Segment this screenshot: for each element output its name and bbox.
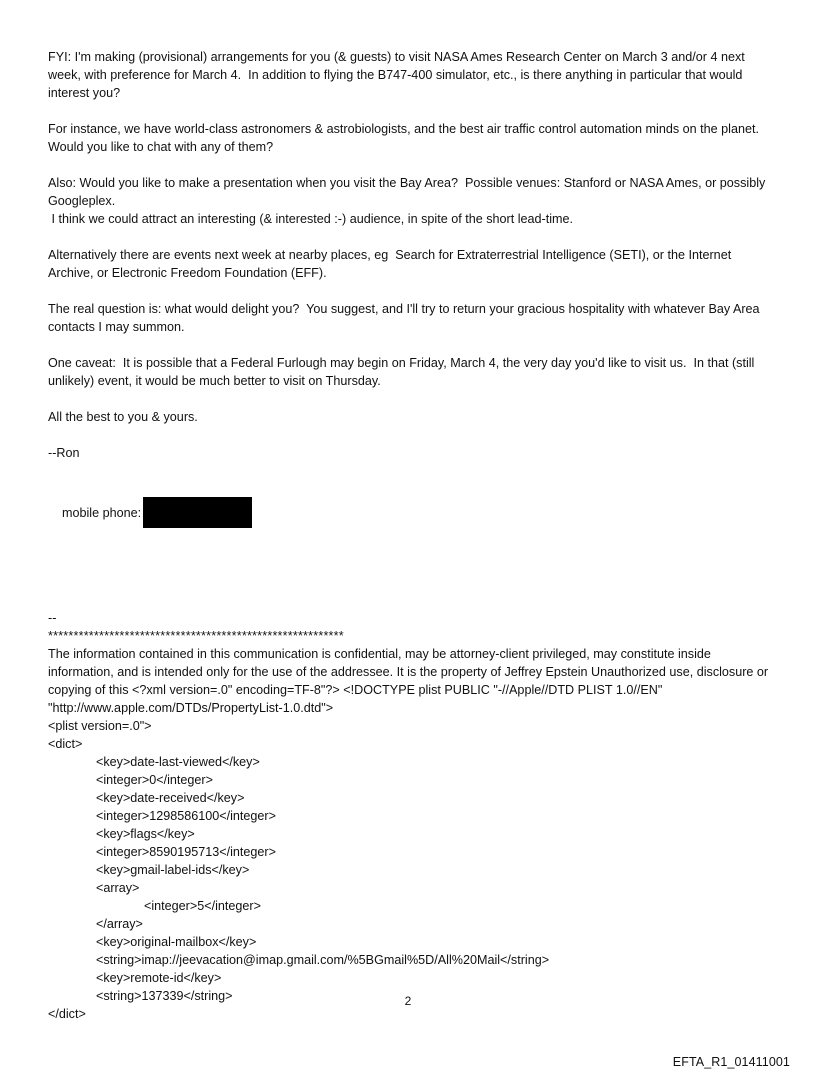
email-paragraph: Also: Would you like to make a presentation when you visit the Bay Area? Possible venues: Stanford or NASA Ames, or possibly Googleplex. I think we could attract an interesting (& interested :-) audience, in spite of the short lead-time. — [48, 176, 766, 226]
plist-line: <string>137339</string> — [96, 989, 233, 1003]
plist-line: <key>remote-id</key> — [96, 971, 222, 985]
plist-lines — [48, 753, 776, 1005]
plist-line: <integer>8590195713</integer> — [96, 845, 276, 859]
mobile-phone-label: mobile phone: — [62, 505, 142, 520]
document-body — [48, 48, 776, 1023]
plist-line: <integer>0</integer> — [96, 773, 213, 787]
separator-stars: ********************************************************** — [48, 629, 344, 643]
redaction-box — [143, 497, 252, 528]
plist-line: <key>date-last-viewed</key> — [96, 755, 260, 769]
plist-line: <string>imap://jeevacation@imap.gmail.com/%5BGmail%5D/All%20Mail</string> — [96, 953, 550, 967]
email-paragraph: All the best to you & yours. — [48, 410, 198, 424]
email-paragraph: For instance, we have world-class astronomers & astrobiologists, and the best air traffic control automation minds on the planet. Would you like to chat with any of them? — [48, 122, 766, 154]
page-number: 2 — [404, 994, 412, 1008]
plist-line: </array> — [96, 917, 143, 931]
dict-open: <dict> — [48, 737, 83, 751]
email-paragraph: FYI: I'm making (provisional) arrangements for you (& guests) to visit NASA Ames Research Center on March 3 and/or 4 next week, with preference for March 4. In addition to flying the B747-400 simulator, etc., is there anything in particular that would interest you? — [48, 50, 749, 100]
plist-line: <integer>1298586100</integer> — [96, 809, 276, 823]
email-paragraph: The real question is: what would delight you? You suggest, and I'll try to return your gracious hospitality with whatever Bay Area contacts I may summon. — [48, 302, 764, 334]
separator-dash: -- — [48, 611, 57, 625]
signature: --Ron — [48, 446, 80, 460]
plist-line: <array> — [96, 881, 140, 895]
plist-line: <key>date-received</key> — [96, 791, 245, 805]
plist-line: <key>flags</key> — [96, 827, 195, 841]
document-id: EFTA_R1_01411001 — [672, 1055, 790, 1069]
confidentiality-notice: The information contained in this communication is confidential, may be attorney-client privileged, may constitute inside information, and is intended only for the use of the addressee. It is the property of Jeffrey Epstein Unauthorized use, disclosure or copying of this <?xml version=.0" encoding=TF-8"?> <!DOCTYPE plist PUBLIC "-//Apple//DTD PLIST 1.0//EN" "http://www.apple.com/DTDs/PropertyList-1.0.dtd"> — [48, 647, 772, 715]
plist-block — [48, 717, 776, 1023]
plist-line: <key>gmail-label-ids</key> — [96, 863, 250, 877]
email-paragraph: One caveat: It is possible that a Federal Furlough may begin on Friday, March 4, the very day you'd like to visit us. In that (still unlikely) event, it would be much better to visit on Thursday. — [48, 356, 755, 388]
email-paragraph: Alternatively there are events next week at nearby places, eg Search for Extraterrestrial Intelligence (SETI), or the Internet Archive, or Electronic Freedom Foundation (EFF). — [48, 248, 735, 280]
dict-close: </dict> — [48, 1007, 86, 1021]
mobile-phone-line — [48, 480, 776, 547]
plist-open: <plist version=.0"> — [48, 719, 152, 733]
plist-line: <integer>5</integer> — [144, 899, 261, 913]
plist-line: <key>original-mailbox</key> — [96, 935, 257, 949]
